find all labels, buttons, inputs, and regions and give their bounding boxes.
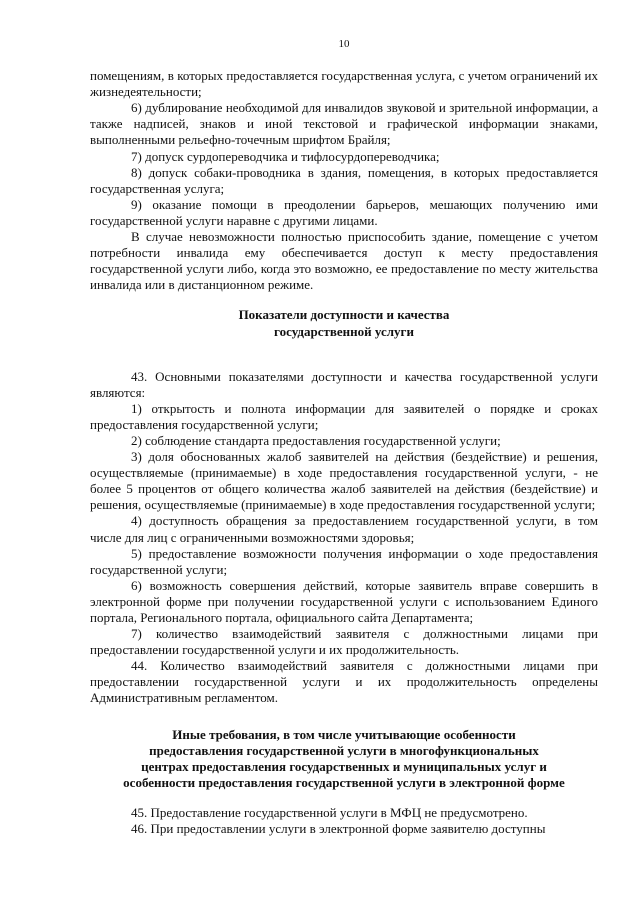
- paragraph: 8) допуск собаки-проводника в здания, помещения, в которых предоставляется государственная услуга;: [90, 164, 598, 196]
- paragraph: 2) соблюдение стандарта предоставления государственной услуги;: [131, 432, 501, 448]
- heading-line: предоставления государственной услуги в многофункциональных: [149, 742, 539, 758]
- section-mfc-electronic: [90, 805, 598, 837]
- section-quality-indicators: [90, 369, 598, 707]
- heading-line: Иные требования, в том числе учитывающие особенности: [172, 726, 516, 742]
- heading-line: государственной услуги: [274, 323, 414, 339]
- paragraph: 45. Предоставление государственной услуги в МФЦ не предусмотрено.: [131, 804, 528, 820]
- heading-line: Показатели доступности и качества: [238, 307, 450, 323]
- paragraph: 7) количество взаимодействий заявителя с должностными лицами при предоставлении государственной услуги и их продолжительность.: [90, 626, 598, 658]
- heading-line: центрах предоставления государственных и муниципальных услуг и: [141, 758, 547, 774]
- paragraph: 43. Основными показателями доступности и качества государственной услуги являются:: [90, 368, 598, 400]
- paragraph: В случае невозможности полностью приспособить здание, помещение с учетом потребности инвалида ему обеспечивается доступ к месту предоставления государственной услуги либо, когда это возможно, ее предоставление по месту жительства инвалида или в дистанционном режиме.: [90, 229, 598, 293]
- paragraph: 44. Количество взаимодействий заявителя с должностными лицами при предоставлении государственной услуги и их продолжительность определены Административным регламентом.: [90, 658, 598, 706]
- paragraph: 5) предоставление возможности получения информации о ходе предоставления государственной услуги;: [90, 545, 598, 577]
- section-heading-accessibility-quality: [90, 307, 598, 339]
- paragraph: помещениям, в которых предоставляется государственная услуга, с учетом ограничений их жизнедеятельности;: [90, 68, 598, 100]
- paragraph: 6) возможность совершения действий, которые заявитель вправе совершить в электронной форме при получении государственной услуги с использованием Единого портала, Регионального портала, официального сайта Департамента;: [90, 577, 598, 625]
- paragraph: 6) дублирование необходимой для инвалидов звуковой и зрительной информации, а также надписей, знаков и иной текстовой и графической информации знаками, выполненными рельефно-точечным шрифтом Брайля;: [90, 100, 598, 148]
- section-heading-other-requirements: [90, 727, 598, 791]
- paragraph: 9) оказание помощи в преодолении барьеров, мешающих получению ими государственной услуги наравне с другими лицами.: [90, 196, 598, 228]
- paragraph: 3) доля обоснованных жалоб заявителей на действия (бездействие) и решения, осуществляемые (принимаемые) в ходе предоставления государственной услуги, - не более 5 процентов от общего количества жалоб заявителей на действия (бездействие) и решения, осуществляемые (принимаемые) в ходе предоставления государственной услуги;: [90, 449, 598, 513]
- paragraph: 1) открытость и полнота информации для заявителей о порядке и сроках предоставления государственной услуги;: [90, 400, 598, 432]
- section-accessibility-measures: [90, 68, 598, 293]
- paragraph: 46. При предоставлении услуги в электронной форме заявителю доступны: [131, 821, 546, 837]
- heading-line: особенности предоставления государственной услуги в электронной форме: [123, 774, 565, 790]
- page-number: 10: [338, 38, 350, 50]
- paragraph: 7) допуск сурдопереводчика и тифлосурдопереводчика;: [131, 148, 440, 164]
- paragraph: 4) доступность обращения за предоставлением государственной услуги, в том числе для лиц с ограниченными возможностями здоровья;: [90, 513, 598, 545]
